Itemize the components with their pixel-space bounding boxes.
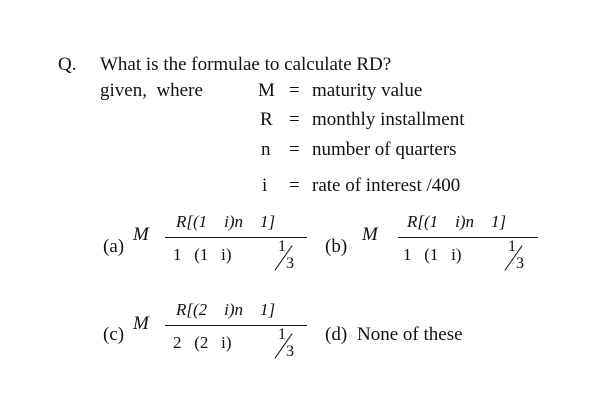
fraction-three: 3 [286,343,294,360]
question-marker: Q. [58,54,77,75]
formula-denominator: 1 (1 i) [403,245,462,264]
option-label: (d) [325,324,348,345]
definition-equals: = [289,175,300,196]
formula-denominator: 2 (2 i) [173,333,232,352]
formula-lhs: M [133,224,149,245]
formula-lhs: M [133,313,149,334]
formula-lhs: M [362,224,378,245]
fraction-bar [398,237,538,238]
definition-meaning: number of quarters [312,139,457,160]
definition-symbol: R [260,109,273,130]
definition-meaning: maturity value [312,80,423,101]
option-label: (a) [103,236,125,257]
fraction-one: 1 [278,326,286,343]
definition-meaning: rate of interest /400 [312,175,461,196]
formula-numerator: R[(2 i)n 1] [176,300,276,319]
fraction-three: 3 [286,255,294,272]
fraction-one: 1 [508,238,516,255]
question-text: What is the formulae to calculate RD? [100,54,392,75]
definition-equals: = [289,139,300,160]
definition-symbol: M [258,80,275,101]
option-label: (b) [325,236,348,257]
option-label: (c) [103,324,125,345]
formula-denominator: 1 (1 i) [173,245,232,264]
definition-equals: = [289,80,300,101]
definition-symbol: i [262,175,268,196]
fraction-one: 1 [278,238,286,255]
definition-equals: = [289,109,300,130]
definition-symbol: n [261,139,271,160]
formula-numerator: R[(1 i)n 1] [407,212,507,231]
given-where-label: given, where [100,80,203,101]
fraction-three: 3 [516,255,524,272]
option-text: None of these [357,324,463,345]
definition-meaning: monthly installment [312,109,465,130]
formula-numerator: R[(1 i)n 1] [176,212,276,231]
